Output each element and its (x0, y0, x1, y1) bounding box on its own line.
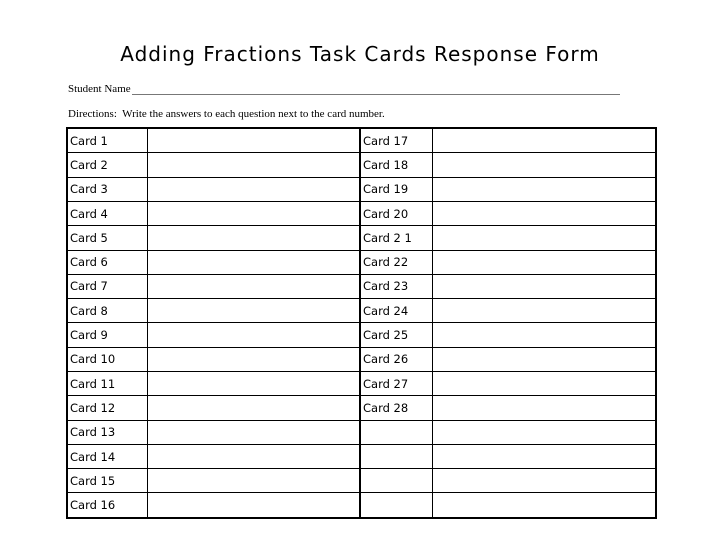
card-label: Card 23 (360, 274, 432, 298)
card-label (360, 493, 432, 518)
answer-cell[interactable] (432, 128, 656, 153)
answer-cell[interactable] (432, 371, 656, 395)
table-row (67, 323, 656, 347)
card-label: Card 7 (67, 274, 147, 298)
card-label: Card 24 (360, 299, 432, 323)
answer-cell[interactable] (147, 250, 360, 274)
card-label: Card 11 (67, 371, 147, 395)
answer-cell[interactable] (147, 153, 360, 177)
table-row (67, 250, 656, 274)
card-label: Card 15 (67, 469, 147, 493)
answer-table (66, 127, 657, 519)
card-label: Card 26 (360, 347, 432, 371)
table-row (67, 128, 656, 153)
student-name-line[interactable] (132, 83, 620, 95)
card-label: Card 10 (67, 347, 147, 371)
table-row (67, 153, 656, 177)
answer-cell[interactable] (432, 153, 656, 177)
answer-cell[interactable] (432, 274, 656, 298)
card-label: Card 1 (67, 128, 147, 153)
answer-cell[interactable] (432, 177, 656, 201)
table-row (67, 444, 656, 468)
card-label: Card 3 (67, 177, 147, 201)
answer-cell[interactable] (432, 323, 656, 347)
card-label: Card 18 (360, 153, 432, 177)
card-label: Card 25 (360, 323, 432, 347)
card-label: Card 2 (67, 153, 147, 177)
card-label: Card 17 (360, 128, 432, 153)
table-row (67, 493, 656, 518)
answer-cell[interactable] (432, 250, 656, 274)
answer-cell[interactable] (432, 444, 656, 468)
answer-cell[interactable] (147, 371, 360, 395)
answer-table-body (67, 128, 656, 518)
card-label: Card 9 (67, 323, 147, 347)
answer-cell[interactable] (147, 420, 360, 444)
card-label: Card 20 (360, 201, 432, 225)
card-label: Card 5 (67, 226, 147, 250)
table-row (67, 274, 656, 298)
card-label: Card 2 1 (360, 226, 432, 250)
card-label (360, 420, 432, 444)
table-row (67, 299, 656, 323)
answer-cell[interactable] (432, 347, 656, 371)
answer-cell[interactable] (147, 323, 360, 347)
card-label: Card 28 (360, 396, 432, 420)
answer-cell[interactable] (432, 469, 656, 493)
table-row (67, 420, 656, 444)
answer-cell[interactable] (147, 128, 360, 153)
answer-cell[interactable] (432, 299, 656, 323)
card-label (360, 469, 432, 493)
answer-cell[interactable] (432, 396, 656, 420)
answer-cell[interactable] (147, 444, 360, 468)
card-label: Card 27 (360, 371, 432, 395)
student-name-row (68, 81, 620, 95)
table-row (67, 177, 656, 201)
table-row (67, 371, 656, 395)
answer-cell[interactable] (147, 274, 360, 298)
answer-cell[interactable] (147, 469, 360, 493)
card-label: Card 16 (67, 493, 147, 518)
table-row (67, 469, 656, 493)
table-row (67, 396, 656, 420)
card-label: Card 6 (67, 250, 147, 274)
answer-cell[interactable] (147, 226, 360, 250)
answer-cell[interactable] (147, 396, 360, 420)
answer-cell[interactable] (147, 201, 360, 225)
card-label: Card 19 (360, 177, 432, 201)
card-label: Card 13 (67, 420, 147, 444)
answer-cell[interactable] (147, 177, 360, 201)
student-name-label: Student Name (68, 83, 131, 95)
table-row (67, 201, 656, 225)
directions-text: Directions: Write the answers to each question next to the card number. (68, 108, 385, 120)
answer-cell[interactable] (432, 201, 656, 225)
answer-cell[interactable] (147, 493, 360, 518)
table-row (67, 226, 656, 250)
card-label: Card 4 (67, 201, 147, 225)
table-row (67, 347, 656, 371)
form-title: Adding Fractions Task Cards Response Form (120, 42, 600, 66)
answer-cell[interactable] (147, 299, 360, 323)
card-label: Card 12 (67, 396, 147, 420)
card-label (360, 444, 432, 468)
answer-cell[interactable] (432, 420, 656, 444)
card-label: Card 22 (360, 250, 432, 274)
card-label: Card 14 (67, 444, 147, 468)
card-label: Card 8 (67, 299, 147, 323)
answer-cell[interactable] (432, 493, 656, 518)
answer-cell[interactable] (432, 226, 656, 250)
answer-cell[interactable] (147, 347, 360, 371)
